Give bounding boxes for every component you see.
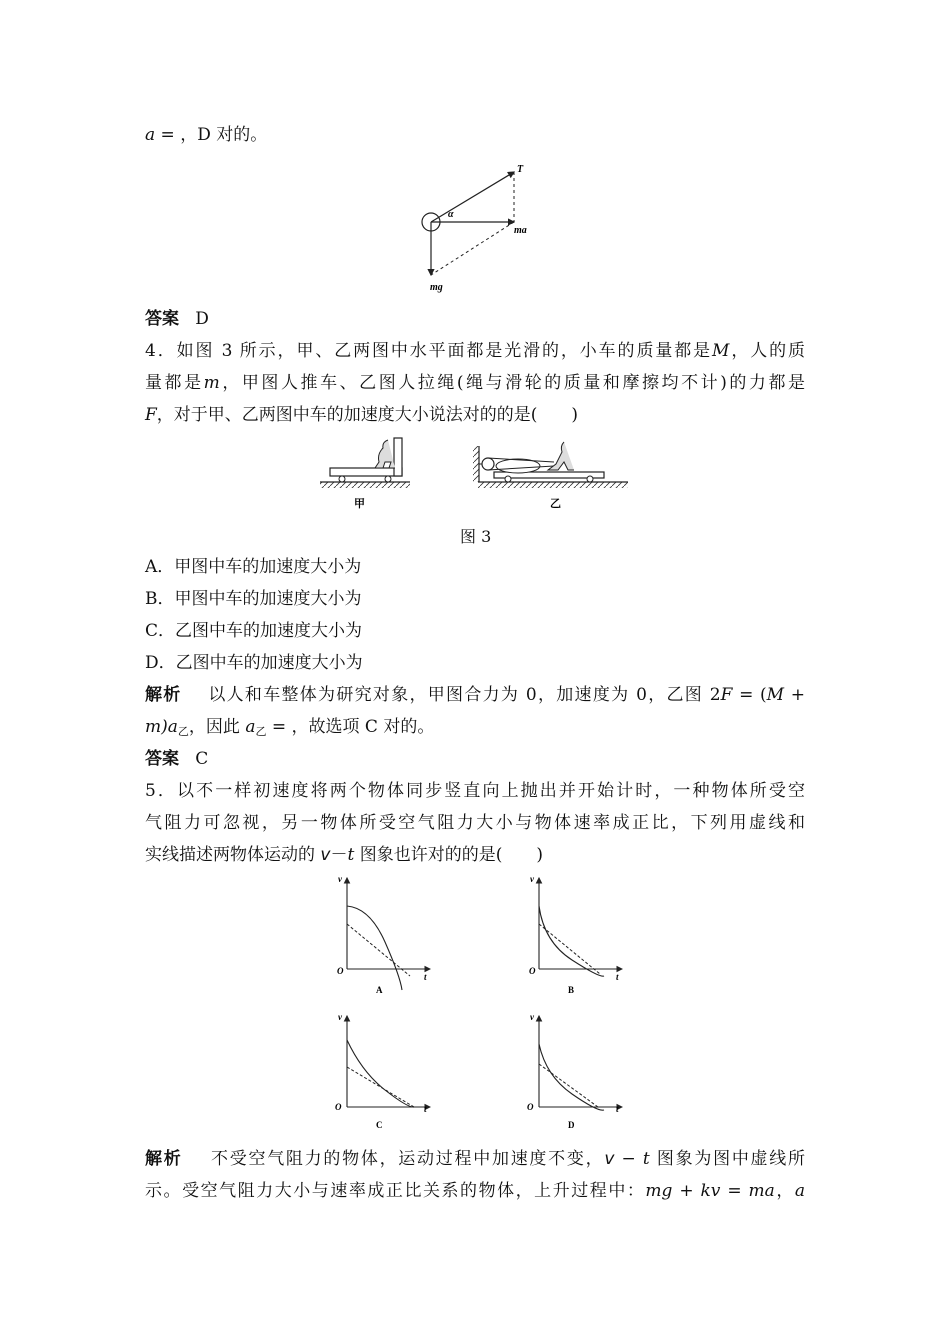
dashed-diagonal <box>431 222 514 275</box>
figure-3-caption: 图 3 <box>460 527 492 546</box>
dashed-line <box>539 1064 598 1107</box>
q5-solution-line-1 <box>145 1148 805 1170</box>
var-a: a <box>145 125 156 145</box>
minus: − <box>614 1149 643 1169</box>
cart-jia <box>320 438 410 488</box>
graph-label: B <box>568 985 575 995</box>
solution-label: 解析 <box>145 1149 183 1169</box>
option-c: C．乙图中车的加速度大小为 <box>145 621 363 641</box>
dash: － <box>330 845 348 865</box>
sub-yi: 乙 <box>177 725 189 738</box>
q5-text-3b: 图象也许对的的是( ) <box>354 845 543 865</box>
axis-v: v <box>530 1012 534 1022</box>
axis-t: t <box>616 1104 619 1114</box>
answer-4 <box>145 748 208 770</box>
graph-label: D <box>568 1120 575 1130</box>
var-m-sol: m <box>145 717 162 737</box>
solid-curve <box>347 906 402 990</box>
option-d: D．乙图中车的加速度大小为 <box>145 653 363 673</box>
var-M: M <box>712 341 730 361</box>
label-yi: 乙 <box>550 498 561 510</box>
figure-3-carts <box>318 432 638 512</box>
graph-label: C <box>376 1120 383 1130</box>
axis-t: t <box>424 1104 427 1114</box>
prev-answer-line <box>145 124 267 146</box>
q4-line-2 <box>145 372 805 394</box>
answer-label: 答案 <box>145 749 179 769</box>
graph-label: A <box>376 985 383 995</box>
q5-sol-text-1a: 不受空气阻力的物体，运动过程中加速度不变， <box>211 1149 605 1169</box>
prev-eq-text: = ，D 对的。 <box>155 125 268 145</box>
graph-D <box>522 1010 632 1138</box>
var-a-sol-2: a <box>245 717 256 737</box>
option-a: A．甲图中车的加速度大小为 <box>145 557 362 577</box>
var-M-sol: M <box>766 685 785 705</box>
label-alpha: α <box>448 209 454 220</box>
answer-label: 答案 <box>145 309 179 329</box>
q4-sol-text-1: 以人和车整体为研究对象，甲图合力为 0，加速度为 0，乙图 2 <box>208 685 721 705</box>
sub-yi-2: 乙 <box>255 725 267 738</box>
q4-line-1 <box>145 340 805 362</box>
label-T: T <box>517 164 524 175</box>
var-m: m <box>203 373 220 393</box>
q4-text-1: 4．如图 3 所示，甲、乙两图中水平面都是光滑的，小车的质量都是 <box>145 341 713 361</box>
q4-sol-end: = ，故选项 C 对的。 <box>266 717 435 737</box>
q4-solution-line-1 <box>145 684 805 706</box>
q5-line-1: 5．以不一样初速度将两个物体同步竖直向上抛出并开始计时，一种物体所受空 <box>145 781 805 801</box>
axis-t: t <box>424 972 427 982</box>
dashed-line <box>347 924 410 976</box>
q4-solution-line-2 <box>145 716 434 743</box>
q4-text-2a: 量都是 <box>145 373 204 393</box>
origin-O: O <box>529 966 536 976</box>
q4-sol-plus: + <box>784 685 805 705</box>
var-a-end: a <box>794 1181 806 1201</box>
q4-text-2b: ，甲图人推车、乙图人拉绳(绳与滑轮的质量和摩擦均不计)的力都是 <box>219 373 806 393</box>
graph-A <box>330 872 440 1000</box>
q5-line-2: 气阻力可忽视，另一物体所受空气阻力大小与物体速率成正比，下列用虚线和 <box>145 813 805 833</box>
dashed-line <box>539 924 600 974</box>
graph-C <box>330 1010 440 1138</box>
cart-yi <box>473 442 628 488</box>
solution-label: 解析 <box>145 685 182 705</box>
axis-v: v <box>530 874 534 884</box>
solid-curve <box>539 906 604 976</box>
origin-O: O <box>335 1102 342 1112</box>
var-a-sol: )a <box>161 717 178 737</box>
q4-text-3: ，对于甲、乙两图中车的加速度大小说法对的的是( ) <box>156 405 579 425</box>
graph-B <box>522 872 632 1000</box>
solid-curve <box>539 1044 604 1110</box>
q4-sol-mid: ，因此 <box>188 717 246 737</box>
tension-arrow <box>431 172 514 222</box>
answer-value: C <box>195 749 209 769</box>
q4-text-1-end: ，人的质 <box>729 341 805 361</box>
origin-O: O <box>337 966 344 976</box>
q5-sol-text-1b: 图象为图中虚线所 <box>649 1149 806 1169</box>
axis-v: v <box>338 1012 342 1022</box>
q4-sol-text-1b: = ( <box>732 685 767 705</box>
label-ma: ma <box>514 225 527 236</box>
q5-line-3 <box>145 844 543 866</box>
option-b: B．甲图中车的加速度大小为 <box>145 589 362 609</box>
q5-solution-line-2 <box>145 1180 805 1202</box>
force-diagram <box>410 160 540 295</box>
label-jia: 甲 <box>354 498 365 510</box>
var-v-sol: v <box>604 1149 615 1169</box>
label-mg: mg <box>430 282 443 293</box>
q5-sol-text-2a: 示。受空气阻力大小与速率成正比关系的物体，上升过程中： <box>145 1181 646 1201</box>
var-v: v <box>320 845 331 865</box>
axis-v: v <box>338 874 342 884</box>
var-t: t <box>347 845 355 865</box>
answer-value: D <box>195 309 209 329</box>
var-F: F <box>145 405 157 425</box>
axis-t: t <box>616 972 619 982</box>
comma: ， <box>774 1181 795 1201</box>
var-t-sol: t <box>642 1149 650 1169</box>
answer-3 <box>145 308 209 330</box>
origin-O: O <box>527 1102 534 1112</box>
q5-text-3a: 实线描述两物体运动的 <box>145 845 321 865</box>
equation: mg + kv = ma <box>645 1181 775 1201</box>
q4-line-3 <box>145 404 578 426</box>
var-F-sol: F <box>720 685 733 705</box>
